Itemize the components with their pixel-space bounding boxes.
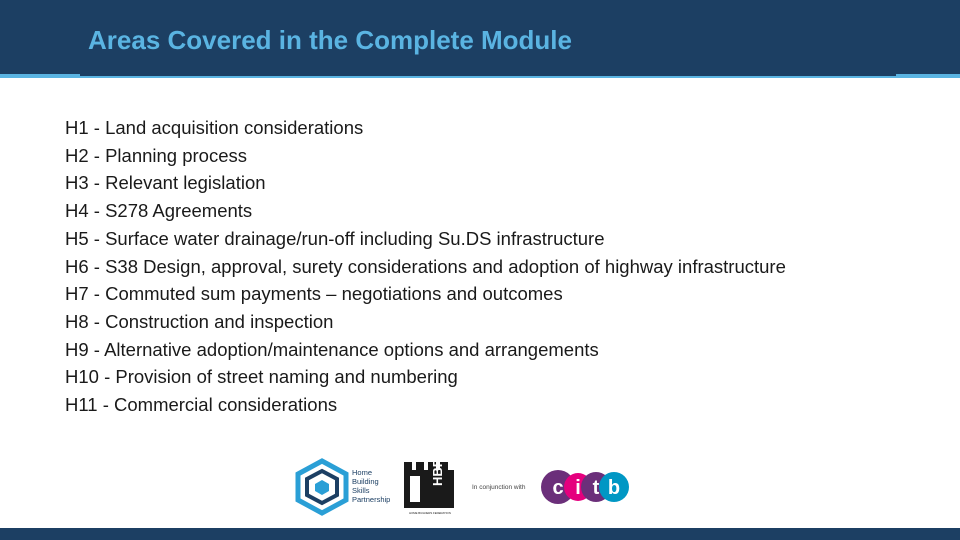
list-item: H7 - Commuted sum payments – negotiations and outcomes [65,283,563,305]
hbsp-line: Skills [352,486,370,495]
hbf-subtext: HOME BUILDERS FEDERATION [409,511,451,515]
hbsp-line: Partnership [352,495,391,504]
list-item: H8 - Construction and inspection [65,310,334,332]
citb-logo [540,468,630,513]
list-item: H3 - Relevant legislation [65,172,266,194]
module-list [65,114,786,419]
list-item: H9 - Alternative adoption/maintenance options and arrangements [65,338,599,360]
castle-tower-icon [402,460,458,516]
list-item: H11 - Commercial considerations [65,394,338,416]
hbsp-logo [294,458,350,521]
citb-letter: i [575,477,581,499]
list-item: H5 - Surface water drainage/run-off including Su.DS infrastructure [65,227,605,249]
conjunction-text: In conjunction with [472,484,526,491]
hbsp-line: Building [352,477,379,486]
list-item: H10 - Provision of street naming and numbering [65,366,458,388]
slide-title: Areas Covered in the Complete Module [88,25,572,55]
partner-logos [294,456,634,518]
citb-letter: b [607,477,621,499]
hbf-logo [402,460,458,521]
header-divider [80,74,896,76]
hexagon-cube-icon [294,458,350,516]
footer-bar [0,528,960,540]
hbsp-logo-text [352,468,402,504]
list-item: H2 - Planning process [65,144,248,166]
hbsp-line: Home [352,468,373,477]
list-item: H1 - Land acquisition considerations [65,117,364,138]
list-item: H4 - S278 Agreements [65,200,253,222]
citb-letter: t [592,477,600,499]
citb-letter: c [552,477,564,499]
list-item: H6 - S38 Design, approval, surety considerations and adoption of highway infrastructure [65,255,786,277]
hbf-text: HBF [430,460,445,486]
